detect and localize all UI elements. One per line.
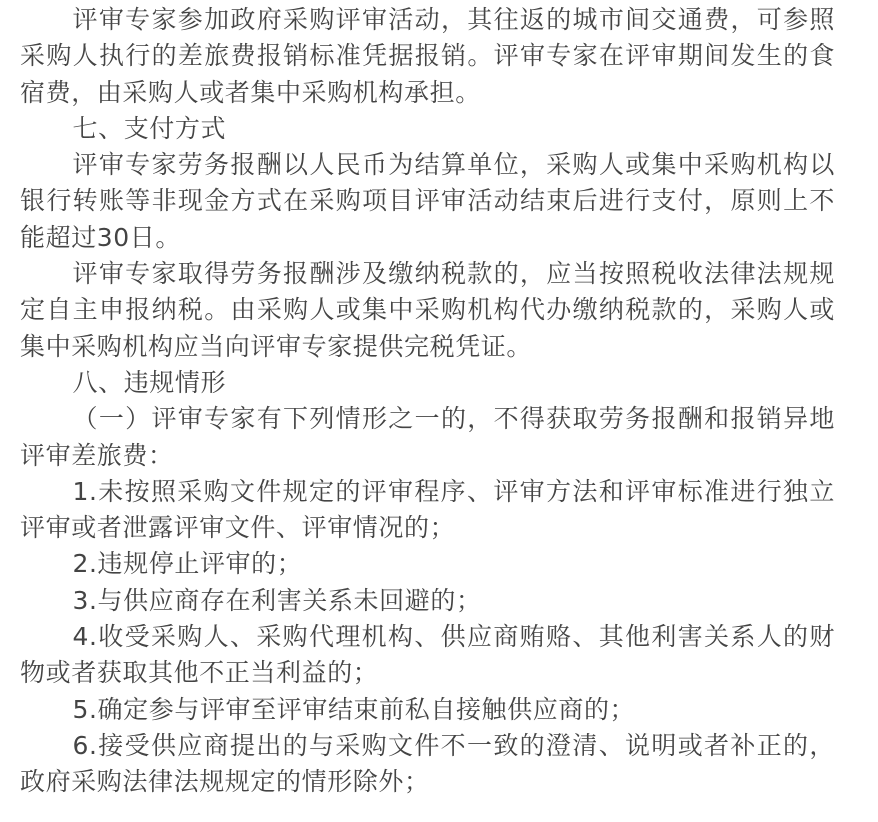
- paragraph-tax-declaration: 评审专家取得劳务报酬涉及缴纳税款的，应当按照税收法律法规规定自主申报纳税。由采购人或集中采购机构代办缴纳税款的，采购人或集中采购机构应当向评审专家提供完税凭证。: [20, 259, 835, 361]
- paragraph-payment-settlement: 评审专家劳务报酬以人民币为结算单位，采购人或集中采购机构以银行转账等非现金方式在采购项目评审活动结束后进行支付，原则上不能超过30日。: [20, 150, 835, 252]
- list-item-violation-4: 4.收受采购人、采购代理机构、供应商贿赂、其他利害关系人的财物或者获取其他不正当利益的；: [20, 622, 835, 688]
- paragraph-travel-expenses: 评审专家参加政府采购评审活动，其往返的城市间交通费，可参照采购人执行的差旅费报销标准凭据报销。评审专家在评审期间发生的食宿费，由采购人或者集中采购机构承担。: [20, 5, 835, 107]
- paragraph-violation-intro: （一）评审专家有下列情形之一的，不得获取劳务报酬和报销异地评审差旅费：: [20, 404, 835, 470]
- section-heading-payment-method: 七、支付方式: [72, 113, 227, 143]
- list-item-violation-5: 5.确定参与评审至评审结束前私自接触供应商的；: [72, 694, 636, 724]
- list-item-violation-1: 1.未按照采购文件规定的评审程序、评审方法和评审标准进行独立评审或者泄露评审文件、评审情况的；: [20, 476, 835, 543]
- section-heading-violations: 八、违规情形: [72, 367, 227, 397]
- document-body: [20, 2, 835, 801]
- list-item-violation-3: 3.与供应商存在利害关系未回避的；: [72, 585, 482, 615]
- list-item-violation-2: 2.违规停止评审的；: [72, 549, 303, 579]
- list-item-violation-6: 6.接受供应商提出的与采购文件不一致的澄清、说明或者补正的，政府采购法律法规规定的情形除外；: [20, 730, 835, 797]
